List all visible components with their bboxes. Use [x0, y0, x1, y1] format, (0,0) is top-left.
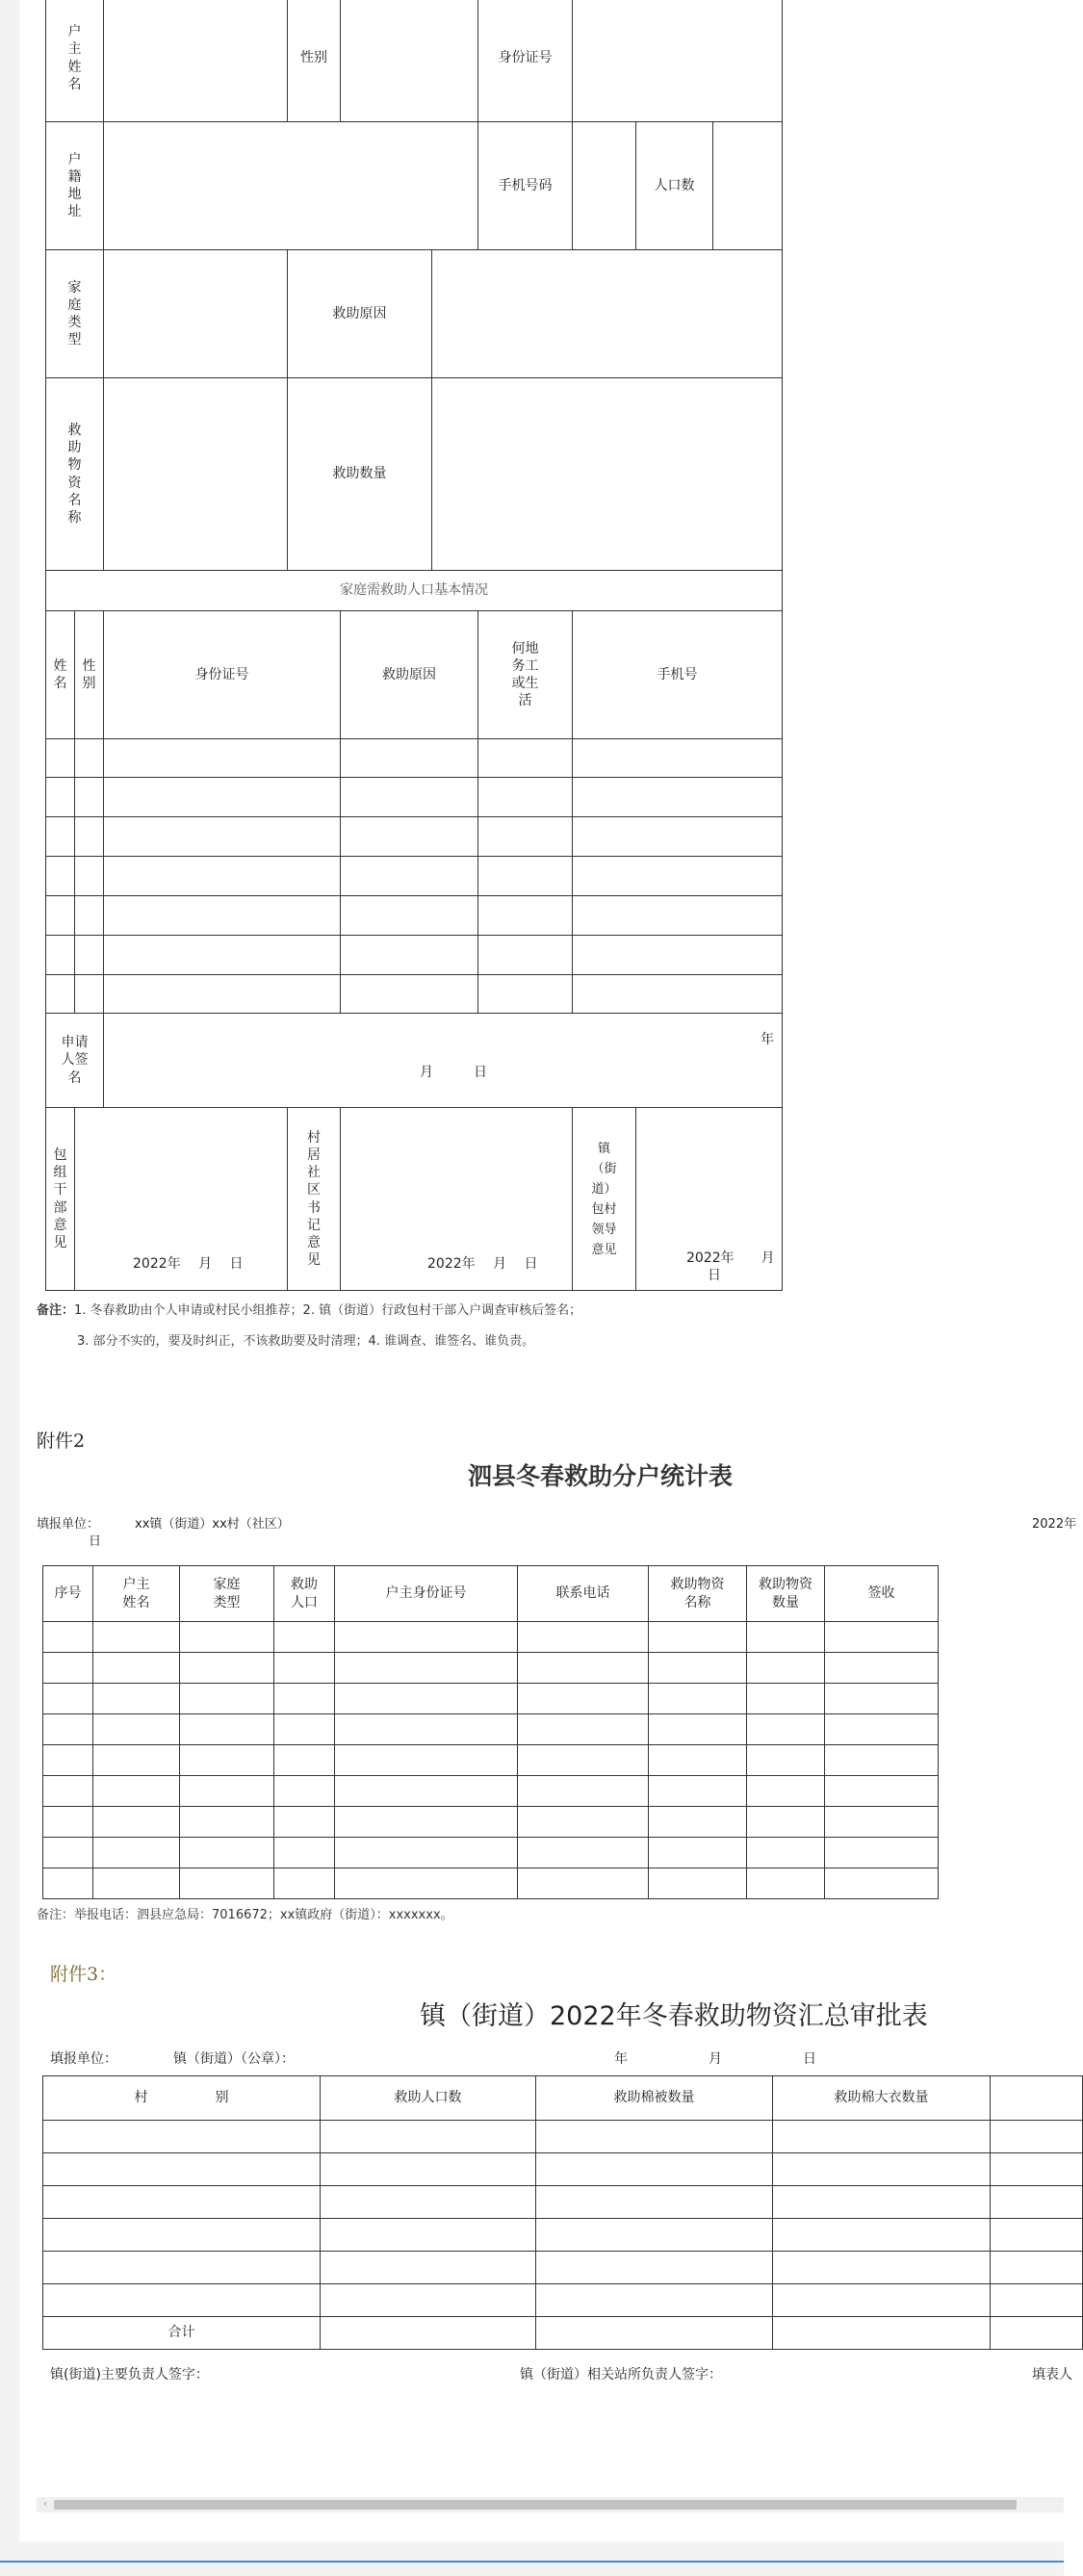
table-row: [43, 2252, 1083, 2284]
sign-form-filler: 填表人: [1032, 2367, 1072, 2383]
head-name-field[interactable]: [104, 0, 288, 122]
col-name-header: 姓名: [46, 611, 75, 739]
member-row: [46, 778, 783, 817]
sign-year: 年: [761, 1032, 775, 1047]
col-material-qty: 救助物资数量: [747, 1566, 825, 1622]
id-field[interactable]: [573, 0, 783, 122]
cadre-opinion-field[interactable]: [75, 1108, 288, 1291]
total-label: 合计: [43, 2317, 321, 2350]
notes-line-1: 备注：1. 冬春救助由个人申请或村民小组推荐；2. 镇（街道）行政包村干部入户调查审核后签名；: [37, 1303, 582, 1318]
attachment-3-title: 镇（街道）2022年冬春救助物资汇总审批表: [420, 2001, 928, 2031]
attachment-2-date-day: 日: [89, 1534, 102, 1549]
gender-field[interactable]: [341, 0, 478, 122]
col-seq: 序号: [43, 1566, 93, 1622]
table-row: [43, 1868, 939, 1899]
cadre-date: 2022年 月 日: [133, 1255, 244, 1272]
attachment-3-unit-label: 填报单位：: [50, 2051, 117, 2067]
horizontal-scrollbar[interactable]: [37, 2497, 1064, 2512]
col-work-header: 何地务工或生活: [478, 611, 573, 739]
applicant-sign-field[interactable]: [104, 1014, 783, 1108]
col-sign: 签收: [825, 1566, 939, 1622]
material-name-label: 救助物资名称: [46, 378, 104, 571]
table-row: [43, 1653, 939, 1684]
section-title: 家庭需救助人口基本情况: [46, 571, 783, 611]
table-row: [43, 1745, 939, 1776]
table-row: [43, 1838, 939, 1868]
member-row: [46, 739, 783, 778]
attachment-3-label: 附件3：: [50, 1964, 117, 1985]
town-date-day: 日: [708, 1267, 721, 1283]
col-head-id: 户主身份证号: [335, 1566, 518, 1622]
scroll-left-arrow-icon[interactable]: ‹: [43, 2499, 47, 2510]
town-date: 2022年 月: [686, 1249, 775, 1266]
population-label: 人口数: [636, 122, 713, 250]
attachment-2-date: 2022年: [1032, 1517, 1077, 1532]
table-row: [43, 1684, 939, 1714]
attachment-3-unit-value: 镇（街道）（公章）：: [173, 2051, 295, 2067]
material-name-field[interactable]: [104, 378, 288, 571]
gender-label: 性别: [288, 0, 341, 122]
attachment-2-note: 备注：举报电话：泗县应急局：7016672；xx镇政府（街道）：xxxxxxx。: [37, 1908, 453, 1922]
sign-main-leader: 镇(街道)主要负责人签字：: [50, 2367, 209, 2383]
col-aid-pop: 救助人口: [274, 1566, 335, 1622]
member-row: [46, 857, 783, 896]
attachment-2-unit-label: 填报单位：: [37, 1517, 100, 1532]
family-type-field[interactable]: [104, 250, 288, 378]
total-row: [43, 2317, 1083, 2350]
table-row: [43, 1714, 939, 1745]
aid-reason-field[interactable]: [432, 250, 783, 378]
col-coat-qty: 救助棉大衣数量: [773, 2076, 991, 2121]
col-aid-pop-count: 救助人口数: [321, 2076, 536, 2121]
phone-field[interactable]: [573, 122, 636, 250]
id-label: 身份证号: [478, 0, 573, 122]
attachment-2-unit-value: xx镇（街道）xx村（社区）: [135, 1517, 290, 1532]
phone-label: 手机号码: [478, 122, 573, 250]
member-row: [46, 817, 783, 857]
aid-reason-label: 救助原因: [288, 250, 432, 378]
scroll-thumb[interactable]: [54, 2500, 1017, 2510]
col-contact: 联系电话: [518, 1566, 649, 1622]
col-family-type: 家庭类型: [180, 1566, 274, 1622]
town-opinion-field[interactable]: [636, 1108, 783, 1291]
sign-station-leader: 镇（街道）相关站所负责人签字：: [520, 2367, 722, 2383]
table-row: [43, 1807, 939, 1838]
attachment-3-year: 年: [614, 2051, 628, 2067]
address-label: 户籍地址: [46, 122, 104, 250]
applicant-sign-label: 申请人签名: [46, 1014, 104, 1108]
table-row: [43, 1622, 939, 1653]
address-field[interactable]: [104, 122, 478, 250]
attachment-3-month: 月: [709, 2051, 722, 2067]
table-row: [43, 1776, 939, 1807]
col-gender-header: 性别: [75, 611, 104, 739]
attachment-2-title: 泗县冬春救助分户统计表: [468, 1462, 734, 1490]
village-date: 2022年 月 日: [427, 1255, 538, 1272]
application-form-table: [45, 0, 783, 1291]
household-stats-table: [42, 1565, 939, 1899]
col-reason-header: 救助原因: [341, 611, 478, 739]
member-row: [46, 975, 783, 1014]
col-quilt-qty: 救助棉被数量: [536, 2076, 773, 2121]
table-row: [43, 2121, 1083, 2153]
col-head-name: 户主姓名: [93, 1566, 180, 1622]
cadre-opinion-label: 包组干部意见: [46, 1108, 75, 1291]
town-opinion-label: 镇（街道）包村领导意见: [573, 1108, 636, 1291]
table-row: [43, 2186, 1083, 2219]
col-village: 村 别: [43, 2076, 321, 2121]
attachment-2-label: 附件2: [37, 1430, 86, 1452]
table-row: [43, 2219, 1083, 2252]
village-opinion-label: 村居社区书记意见: [288, 1108, 341, 1291]
head-name-label: 户主姓名: [46, 0, 104, 122]
col-phone-header: 手机号: [573, 611, 783, 739]
member-row: [46, 936, 783, 975]
table-row: [43, 2153, 1083, 2186]
member-row: [46, 896, 783, 936]
bottom-border: [0, 2561, 1064, 2563]
col-material-name: 救助物资名称: [649, 1566, 747, 1622]
table-row: [43, 2284, 1083, 2317]
family-type-label: 家庭类型: [46, 250, 104, 378]
attachment-3-day: 日: [803, 2051, 816, 2067]
sign-month-day: 月 日: [420, 1065, 487, 1080]
notes-line-2: 3. 部分不实的，要及时纠正，不该救助要及时清理；4. 谁调查、谁签名、谁负责。: [77, 1334, 535, 1349]
aid-qty-field[interactable]: [432, 378, 783, 571]
aid-qty-label: 救助数量: [288, 378, 432, 571]
col-id-header: 身份证号: [104, 611, 341, 739]
population-field[interactable]: [713, 122, 783, 250]
summary-approval-table: [42, 2075, 1083, 2350]
col-extra: [991, 2076, 1083, 2121]
village-opinion-field[interactable]: [341, 1108, 573, 1291]
